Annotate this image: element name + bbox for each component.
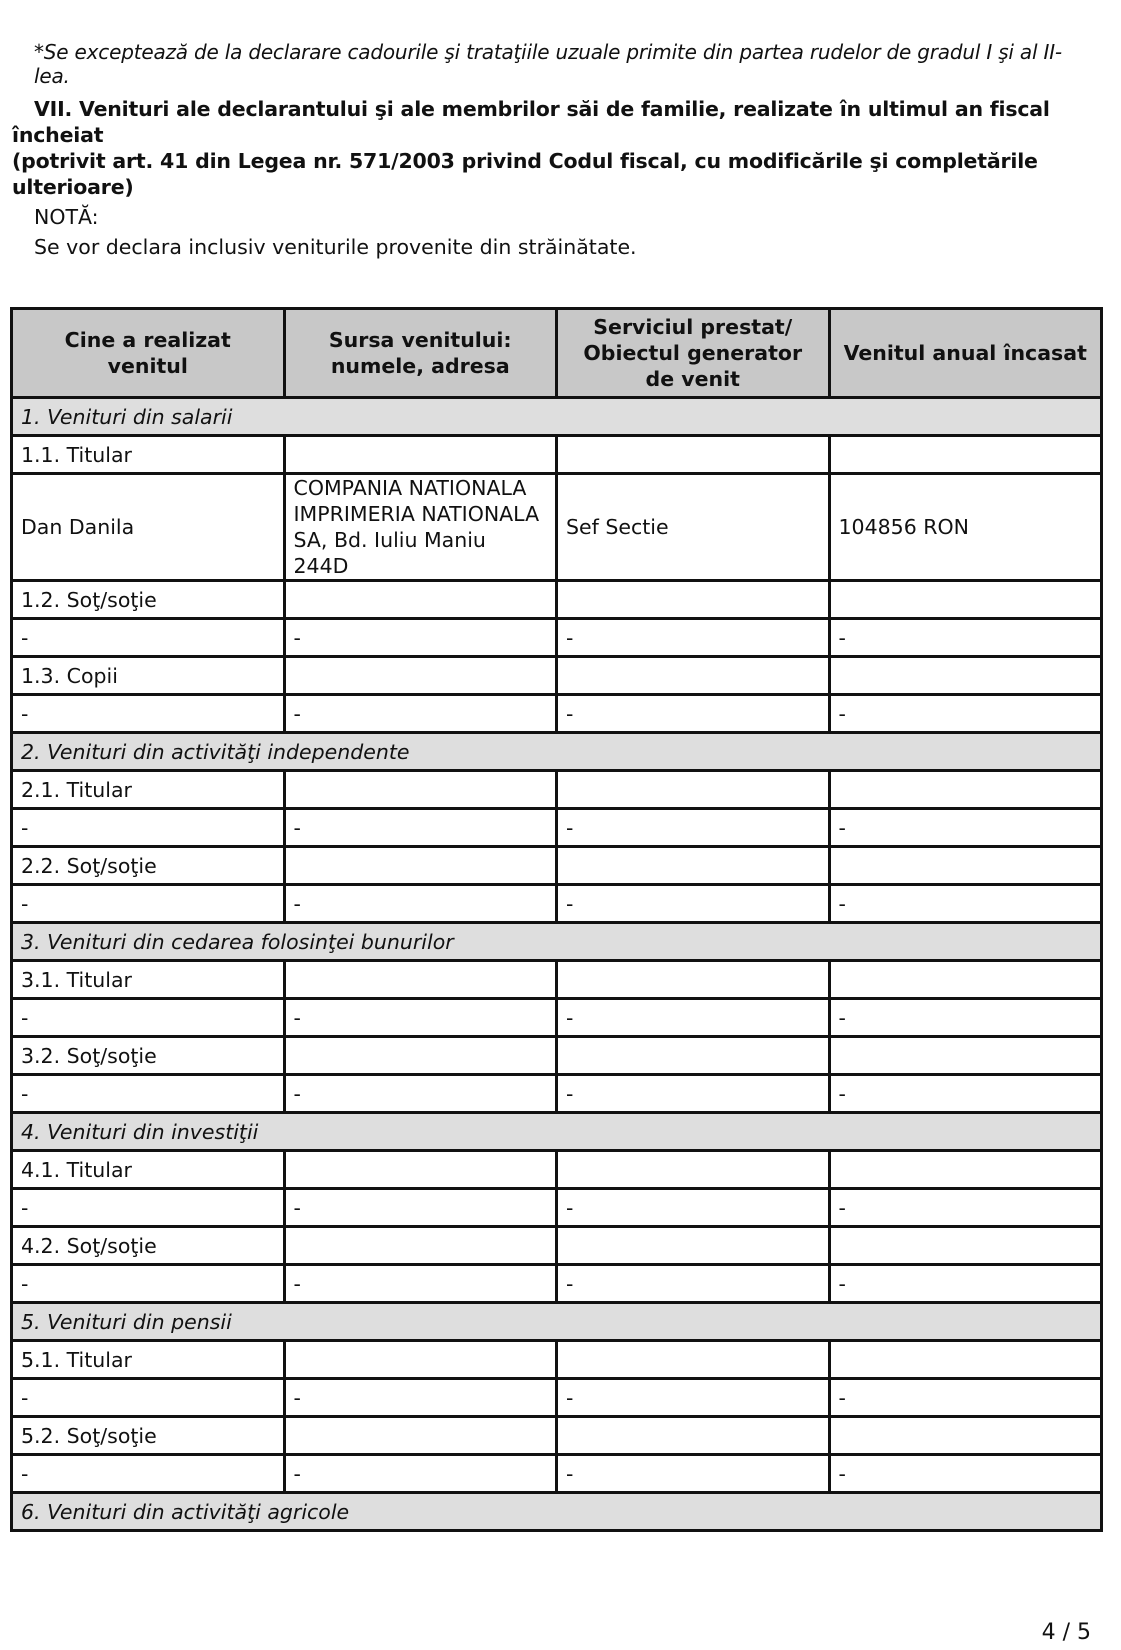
table-row xyxy=(12,1075,1102,1113)
dash-cell: - xyxy=(557,1265,830,1303)
category-label: 6. Venituri din activităţi agricole xyxy=(12,1493,1102,1531)
table-row xyxy=(12,1417,1102,1455)
dash-cell: - xyxy=(284,999,557,1037)
table-row xyxy=(12,961,1102,999)
dash-cell: - xyxy=(284,1379,557,1417)
row-label: 1.1. Titular xyxy=(12,436,285,474)
table-row xyxy=(12,771,1102,809)
table-row xyxy=(12,436,1102,474)
dash-cell: - xyxy=(557,1379,830,1417)
dash-cell: - xyxy=(557,809,830,847)
row-label: 2.2. Soţ/soţie xyxy=(12,847,285,885)
nota-label: NOTĂ: xyxy=(34,205,99,229)
dash-cell: - xyxy=(829,1379,1102,1417)
table-row xyxy=(12,1341,1102,1379)
table-row xyxy=(12,474,1102,581)
exception-note: *Se exceptează de la declarare cadourile şi trataţiile uzuale primite din partea rudelor de gradul I şi al II-lea. xyxy=(34,40,1062,88)
header-cine: Cine a realizat venitul xyxy=(12,309,285,398)
table-row xyxy=(12,1379,1102,1417)
dash-cell: - xyxy=(557,1189,830,1227)
table-row xyxy=(12,1037,1102,1075)
section-title-line3: ulterioare) xyxy=(12,175,134,199)
dash-cell: - xyxy=(557,1075,830,1113)
nota-text: Se vor declara inclusiv veniturile provenite din străinătate. xyxy=(34,235,637,259)
section-title-line2: (potrivit art. 41 din Legea nr. 571/2003 privind Codul fiscal, cu modificările şi completările xyxy=(12,149,1038,173)
table-row xyxy=(12,809,1102,847)
dash-cell: - xyxy=(12,1379,285,1417)
table-row xyxy=(12,1189,1102,1227)
dash-cell: - xyxy=(557,619,830,657)
header-venitul: Venitul anual încasat xyxy=(829,309,1102,398)
dash-cell: - xyxy=(829,1189,1102,1227)
dash-cell: - xyxy=(12,695,285,733)
dash-cell: - xyxy=(829,619,1102,657)
dash-cell: - xyxy=(284,1265,557,1303)
dash-cell: - xyxy=(12,999,285,1037)
row-label: 2.1. Titular xyxy=(12,771,285,809)
row-label: 1.2. Soţ/soţie xyxy=(12,581,285,619)
dash-cell: - xyxy=(284,1189,557,1227)
table-row xyxy=(12,1265,1102,1303)
dash-cell: - xyxy=(284,885,557,923)
dash-cell: - xyxy=(557,885,830,923)
row-label: 3.1. Titular xyxy=(12,961,285,999)
dash-cell: - xyxy=(829,999,1102,1037)
header-sursa: Sursa venitului: numele, adresa xyxy=(284,309,557,398)
dash-cell: - xyxy=(829,885,1102,923)
dash-cell: - xyxy=(12,885,285,923)
table-row xyxy=(12,1151,1102,1189)
table-row xyxy=(12,581,1102,619)
category-label: 5. Venituri din pensii xyxy=(12,1303,1102,1341)
cell-income: 104856 RON xyxy=(829,474,1102,581)
cell-source: COMPANIA NATIONALA IMPRIMERIA NATIONALA SA, Bd. Iuliu Maniu 244D xyxy=(284,474,557,581)
dash-cell: - xyxy=(284,619,557,657)
row-label: 5.2. Soţ/soţie xyxy=(12,1417,285,1455)
cell-person: Dan Danila xyxy=(12,474,285,581)
table-row xyxy=(12,657,1102,695)
table-row xyxy=(12,847,1102,885)
dash-cell: - xyxy=(829,1075,1102,1113)
dash-cell: - xyxy=(557,695,830,733)
category-row xyxy=(12,923,1102,961)
section-title-line1: VII. Venituri ale declarantului şi ale membrilor săi de familie, realizate în ultimul an fiscal încheiat xyxy=(12,97,1050,147)
table-header-row xyxy=(12,309,1102,398)
section-title xyxy=(12,96,1102,200)
dash-cell: - xyxy=(284,695,557,733)
dash-cell: - xyxy=(284,1455,557,1493)
dash-cell: - xyxy=(12,619,285,657)
dash-cell: - xyxy=(12,809,285,847)
dash-cell: - xyxy=(12,1455,285,1493)
row-label: 5.1. Titular xyxy=(12,1341,285,1379)
dash-cell: - xyxy=(12,1189,285,1227)
table-row xyxy=(12,619,1102,657)
dash-cell: - xyxy=(284,809,557,847)
row-label: 4.2. Soţ/soţie xyxy=(12,1227,285,1265)
dash-cell: - xyxy=(829,695,1102,733)
category-row xyxy=(12,1113,1102,1151)
dash-cell: - xyxy=(12,1075,285,1113)
category-label: 3. Venituri din cedarea folosinţei bunurilor xyxy=(12,923,1102,961)
category-label: 1. Venituri din salarii xyxy=(12,398,1102,436)
dash-cell: - xyxy=(557,999,830,1037)
dash-cell: - xyxy=(12,1265,285,1303)
table-row xyxy=(12,1455,1102,1493)
dash-cell: - xyxy=(829,1455,1102,1493)
category-label: 2. Venituri din activităţi independente xyxy=(12,733,1102,771)
row-label: 1.3. Copii xyxy=(12,657,285,695)
cell-service: Sef Sectie xyxy=(557,474,830,581)
page-number: 4 / 5 xyxy=(1041,1620,1091,1645)
dash-cell: - xyxy=(829,1265,1102,1303)
category-label: 4. Venituri din investiţii xyxy=(12,1113,1102,1151)
category-row xyxy=(12,1303,1102,1341)
dash-cell: - xyxy=(829,809,1102,847)
row-label: 4.1. Titular xyxy=(12,1151,285,1189)
table-row xyxy=(12,1227,1102,1265)
category-row xyxy=(12,1493,1102,1531)
dash-cell: - xyxy=(284,1075,557,1113)
table-row xyxy=(12,999,1102,1037)
table-row xyxy=(12,695,1102,733)
dash-cell: - xyxy=(557,1455,830,1493)
table-row xyxy=(12,885,1102,923)
income-table xyxy=(10,307,1103,1532)
row-label: 3.2. Soţ/soţie xyxy=(12,1037,285,1075)
category-row xyxy=(12,398,1102,436)
header-serviciul: Serviciul prestat/ Obiectul generator de venit xyxy=(557,309,830,398)
category-row xyxy=(12,733,1102,771)
